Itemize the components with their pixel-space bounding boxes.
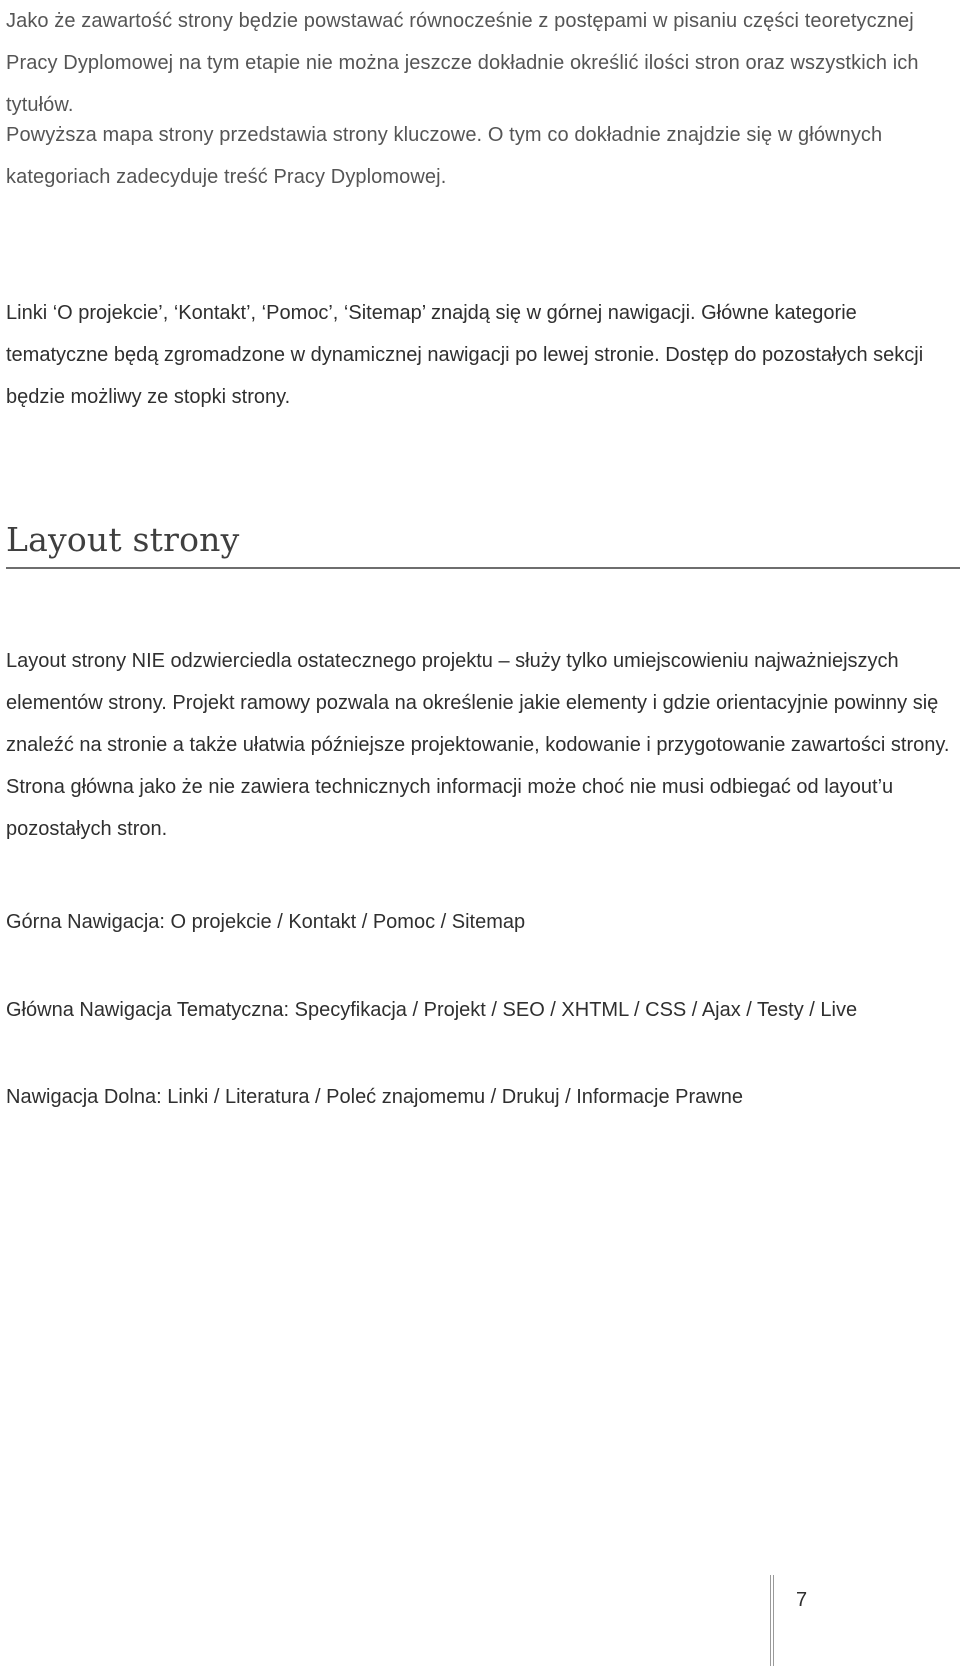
bottom-navigation-line: Nawigacja Dolna: Linki / Literatura / Poleć znajomemu / Drukuj / Informacje Prawne: [6, 1086, 743, 1108]
intro-paragraph-navigation: Linki ‘O projekcie’, ‘Kontakt’, ‘Pomoc’, ‘Sitemap’ znajdą się w górnej nawigacji. Główne kategorie tematyczne będą zgromadzone w dynamicznej nawigacji po lewej stronie. Dostęp do pozostałych sekcji będzie możliwy ze stopki strony.: [6, 302, 924, 408]
page-number-frame: [770, 1575, 834, 1666]
intro-paragraph-scope: Jako że zawartość strony będzie powstawać równocześnie z postępami w pisaniu części teoretycznej Pracy Dyplomowej na tym etapie nie można jeszcze dokładnie określić ilości stron oraz wszystkich ich tytułów.: [6, 10, 919, 116]
intro-paragraph-sitemap: Powyższa mapa strony przedstawia strony kluczowe. O tym co dokładnie znajdzie się w głównych kategoriach zadecyduje treść Pracy Dyplomowej.: [6, 124, 883, 188]
heading-underline: [6, 567, 960, 569]
document-page: [6, 0, 956, 1666]
layout-description-paragraph: Layout strony NIE odzwierciedla ostatecznego projektu – służy tylko umiejscowieniu najważniejszych elementów strony. Projekt ramowy pozwala na określenie jakie elementy i gdzie orientacyjnie powinny się znaleźć na stronie a także ułatwia późniejsze projektowanie, kodowanie i przygotowanie zawartości strony. Strona główna jako że nie zawiera technicznych informacji może choć nie musi odbiegać od layout’u pozostałych stron.: [6, 650, 950, 840]
section-heading: Layout strony: [6, 520, 240, 559]
page-number: 7: [796, 1589, 808, 1611]
top-navigation-line: Górna Nawigacja: O projekcie / Kontakt / Pomoc / Sitemap: [6, 911, 526, 933]
main-navigation-line: Główna Nawigacja Tematyczna: Specyfikacja / Projekt / SEO / XHTML / CSS / Ajax / Testy / Live: [6, 999, 858, 1021]
